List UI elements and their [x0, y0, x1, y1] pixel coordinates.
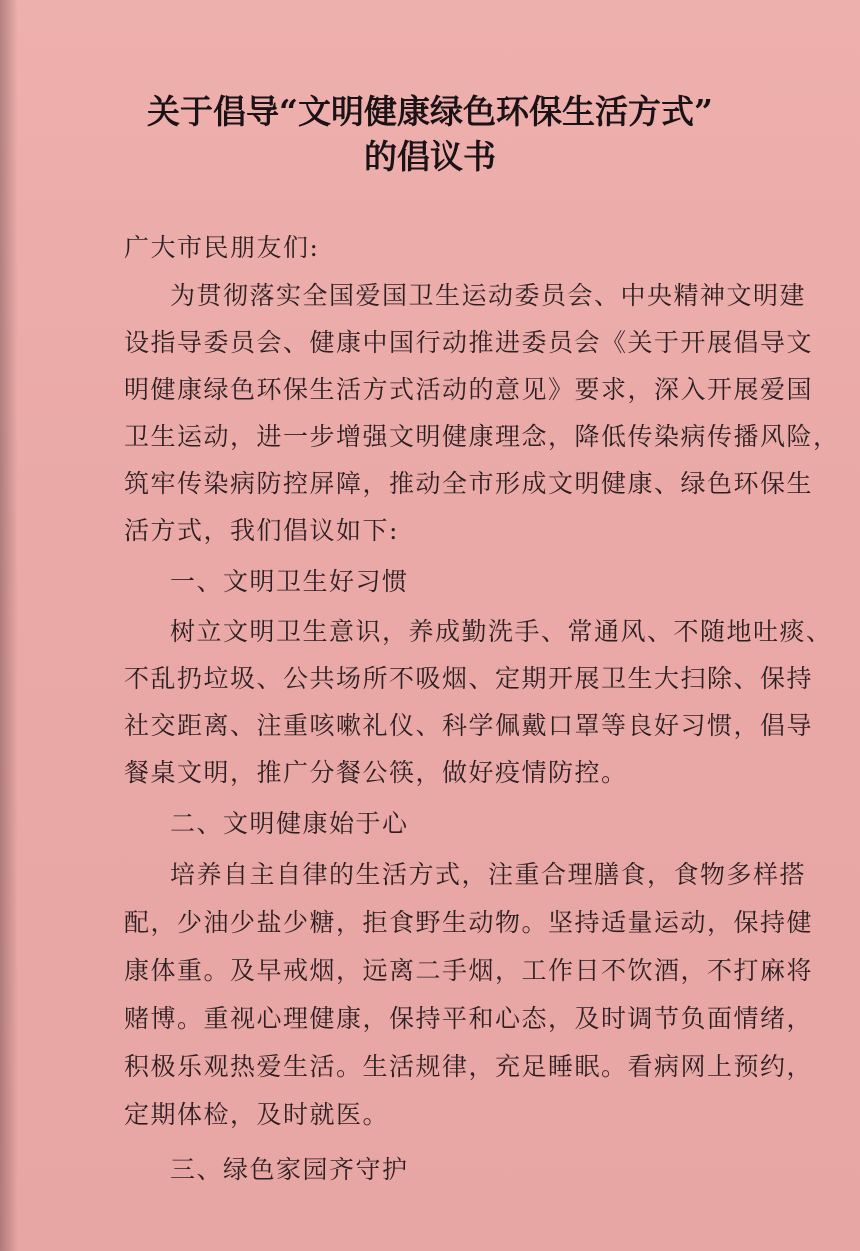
section-2-line: 配，少油少盐少糖，拒食野生动物。坚持适量运动，保持健	[124, 908, 814, 937]
document-title-line-1: 关于倡导“文明健康绿色环保生活方式”	[147, 92, 713, 131]
intro-line: 明健康绿色环保生活方式活动的意见》要求，深入开展爱国	[124, 375, 814, 404]
intro-line: 设指导委员会、健康中国行动推进委员会《关于开展倡导文	[124, 328, 814, 357]
intro-line: 活方式，我们倡议如下:	[124, 516, 399, 545]
page-edge-shadow	[0, 0, 18, 1251]
section-2-line: 定期体检，及时就医。	[124, 1100, 390, 1129]
section-1-line: 餐桌文明，推广分餐公筷，做好疫情防控。	[124, 758, 628, 787]
section-2-heading: 二、文明健康始于心	[170, 809, 409, 838]
greeting: 广大市民朋友们:	[124, 233, 320, 262]
section-3-heading: 三、绿色家园齐守护	[170, 1155, 409, 1184]
section-1-heading: 一、文明卫生好习惯	[170, 567, 409, 596]
section-1-line: 树立文明卫生意识，养成勤洗手、常通风、不随地吐痰、	[170, 617, 833, 646]
section-2-line: 赌博。重视心理健康，保持平和心态，及时调节负面情绪，	[124, 1004, 814, 1033]
section-1-line: 社交距离、注重咳嗽礼仪、科学佩戴口罩等良好习惯，倡导	[124, 711, 814, 740]
document-title-line-2: 的倡议书	[364, 137, 496, 176]
intro-line: 筑牢传染病防控屏障，推动全市形成文明健康、绿色环保生	[124, 469, 814, 498]
section-2-line: 培养自主自律的生活方式，注重合理膳食，食物多样搭	[170, 860, 807, 889]
intro-line: 为贯彻落实全国爱国卫生运动委员会、中央精神文明建	[170, 281, 807, 310]
section-2-line: 积极乐观热爱生活。生活规律，充足睡眠。看病网上预约，	[124, 1052, 814, 1081]
section-1-line: 不乱扔垃圾、公共场所不吸烟、定期开展卫生大扫除、保持	[124, 664, 814, 693]
intro-line: 卫生运动，进一步增强文明健康理念，降低传染病传播风险，	[124, 422, 840, 451]
section-2-line: 康体重。及早戒烟，远离二手烟，工作日不饮酒，不打麻将	[124, 956, 814, 985]
